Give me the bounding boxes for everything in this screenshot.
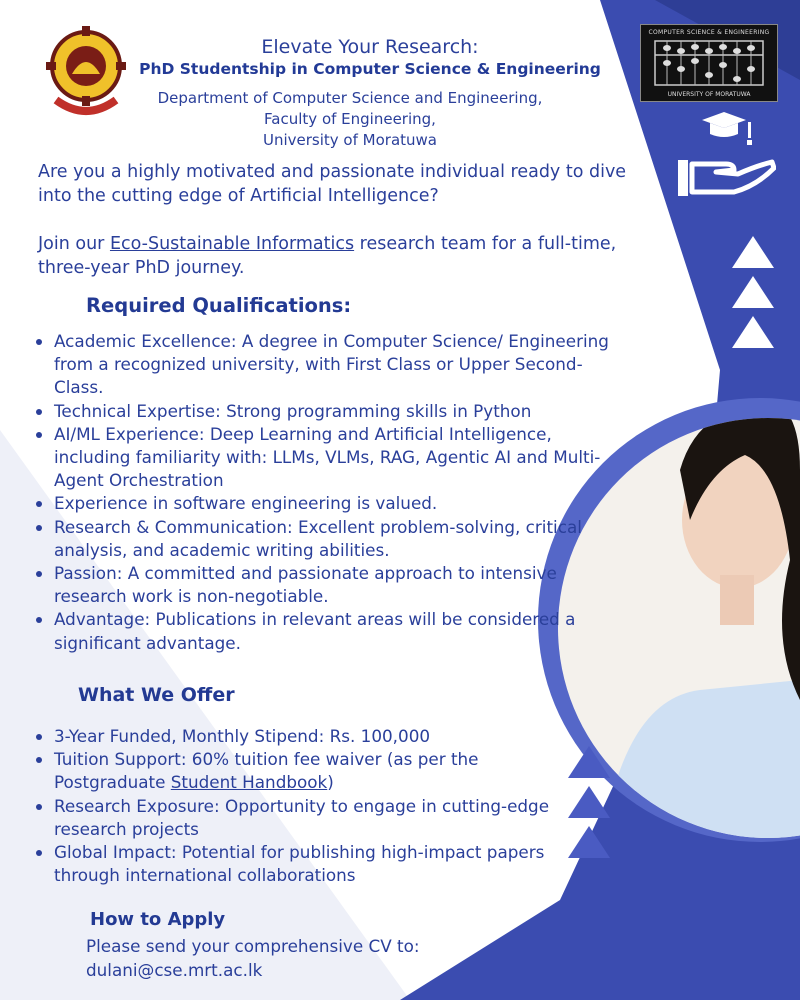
list-item-tuition [38, 748, 568, 794]
cse-logo-bottom-text: UNIVERSITY OF MORATUWA [667, 91, 751, 98]
faculty-line: Faculty of Engineering, [264, 110, 436, 128]
department-block [130, 88, 570, 151]
list-item: Academic Excellence: A degree in Computer Science/ Engineering from a recognized university, with First Class or Upper Second-Class. [38, 330, 628, 400]
university-line: University of Moratuwa [263, 131, 437, 149]
qualifications-list [38, 330, 628, 655]
list-item: Experience in software engineering is valued. [38, 492, 628, 515]
offer-list [38, 725, 568, 887]
intro-section [38, 160, 638, 304]
intro-join-text: Join our [38, 234, 110, 254]
list-item: Advantage: Publications in relevant areas will be considered a significant advantage. [38, 608, 628, 654]
list-item: Global Impact: Potential for publishing high-impact papers through international collaborations [38, 841, 568, 887]
qualifications-heading: Required Qualifications: [86, 294, 352, 317]
apply-section [86, 934, 420, 982]
list-item: AI/ML Experience: Deep Learning and Artificial Intelligence, including familiarity with: LLMs, VLMs, RAG, Agentic AI and Multi-Agent Orchestration [38, 423, 628, 493]
header-subtitle: PhD Studentship in Computer Science & Engineering [139, 60, 601, 78]
department-line: Department of Computer Science and Engineering, [157, 89, 543, 107]
cse-logo-top-text: COMPUTER SCIENCE & ENGINEERING [648, 29, 770, 36]
tuition-text: Tuition Support: 60% tuition fee waiver (as per the Postgraduate [54, 749, 479, 793]
research-team-link[interactable]: Eco-Sustainable Informatics [109, 234, 355, 254]
graduation-cap-hand-icon [676, 108, 776, 200]
list-item: 3-Year Funded, Monthly Stipend: Rs. 100,000 [38, 725, 568, 748]
abacus-icon [653, 39, 765, 87]
header-title: Elevate Your Research: [261, 36, 479, 58]
triangle-arrows-icon [566, 744, 612, 860]
intro-question: Are you a highly motivated and passionate individual ready to dive into the cutting edge of Artificial Intelligence? [38, 162, 627, 206]
offer-heading: What We Offer [78, 684, 235, 706]
tuition-text-end: ) [327, 772, 334, 793]
list-item: Technical Expertise: Strong programming skills in Python [38, 400, 628, 423]
apply-instruction: Please send your comprehensive CV to: [86, 936, 420, 956]
contact-email[interactable]: dulani@cse.mrt.ac.lk [86, 960, 263, 980]
cse-department-logo [640, 24, 778, 102]
student-handbook-link[interactable]: Student Handbook [170, 772, 328, 793]
list-item: Passion: A committed and passionate approach to intensive research work is non-negotiable. [38, 562, 628, 608]
list-item: Research & Communication: Excellent problem-solving, critical analysis, and academic writing abilities. [38, 516, 628, 562]
intro-join-text-end: research team for a full-time, three-year PhD journey. [38, 234, 617, 278]
apply-heading: How to Apply [90, 909, 226, 930]
triangle-arrows-icon [730, 234, 776, 350]
list-item: Research Exposure: Opportunity to engage in cutting-edge research projects [38, 795, 568, 841]
intro-join [38, 232, 638, 280]
